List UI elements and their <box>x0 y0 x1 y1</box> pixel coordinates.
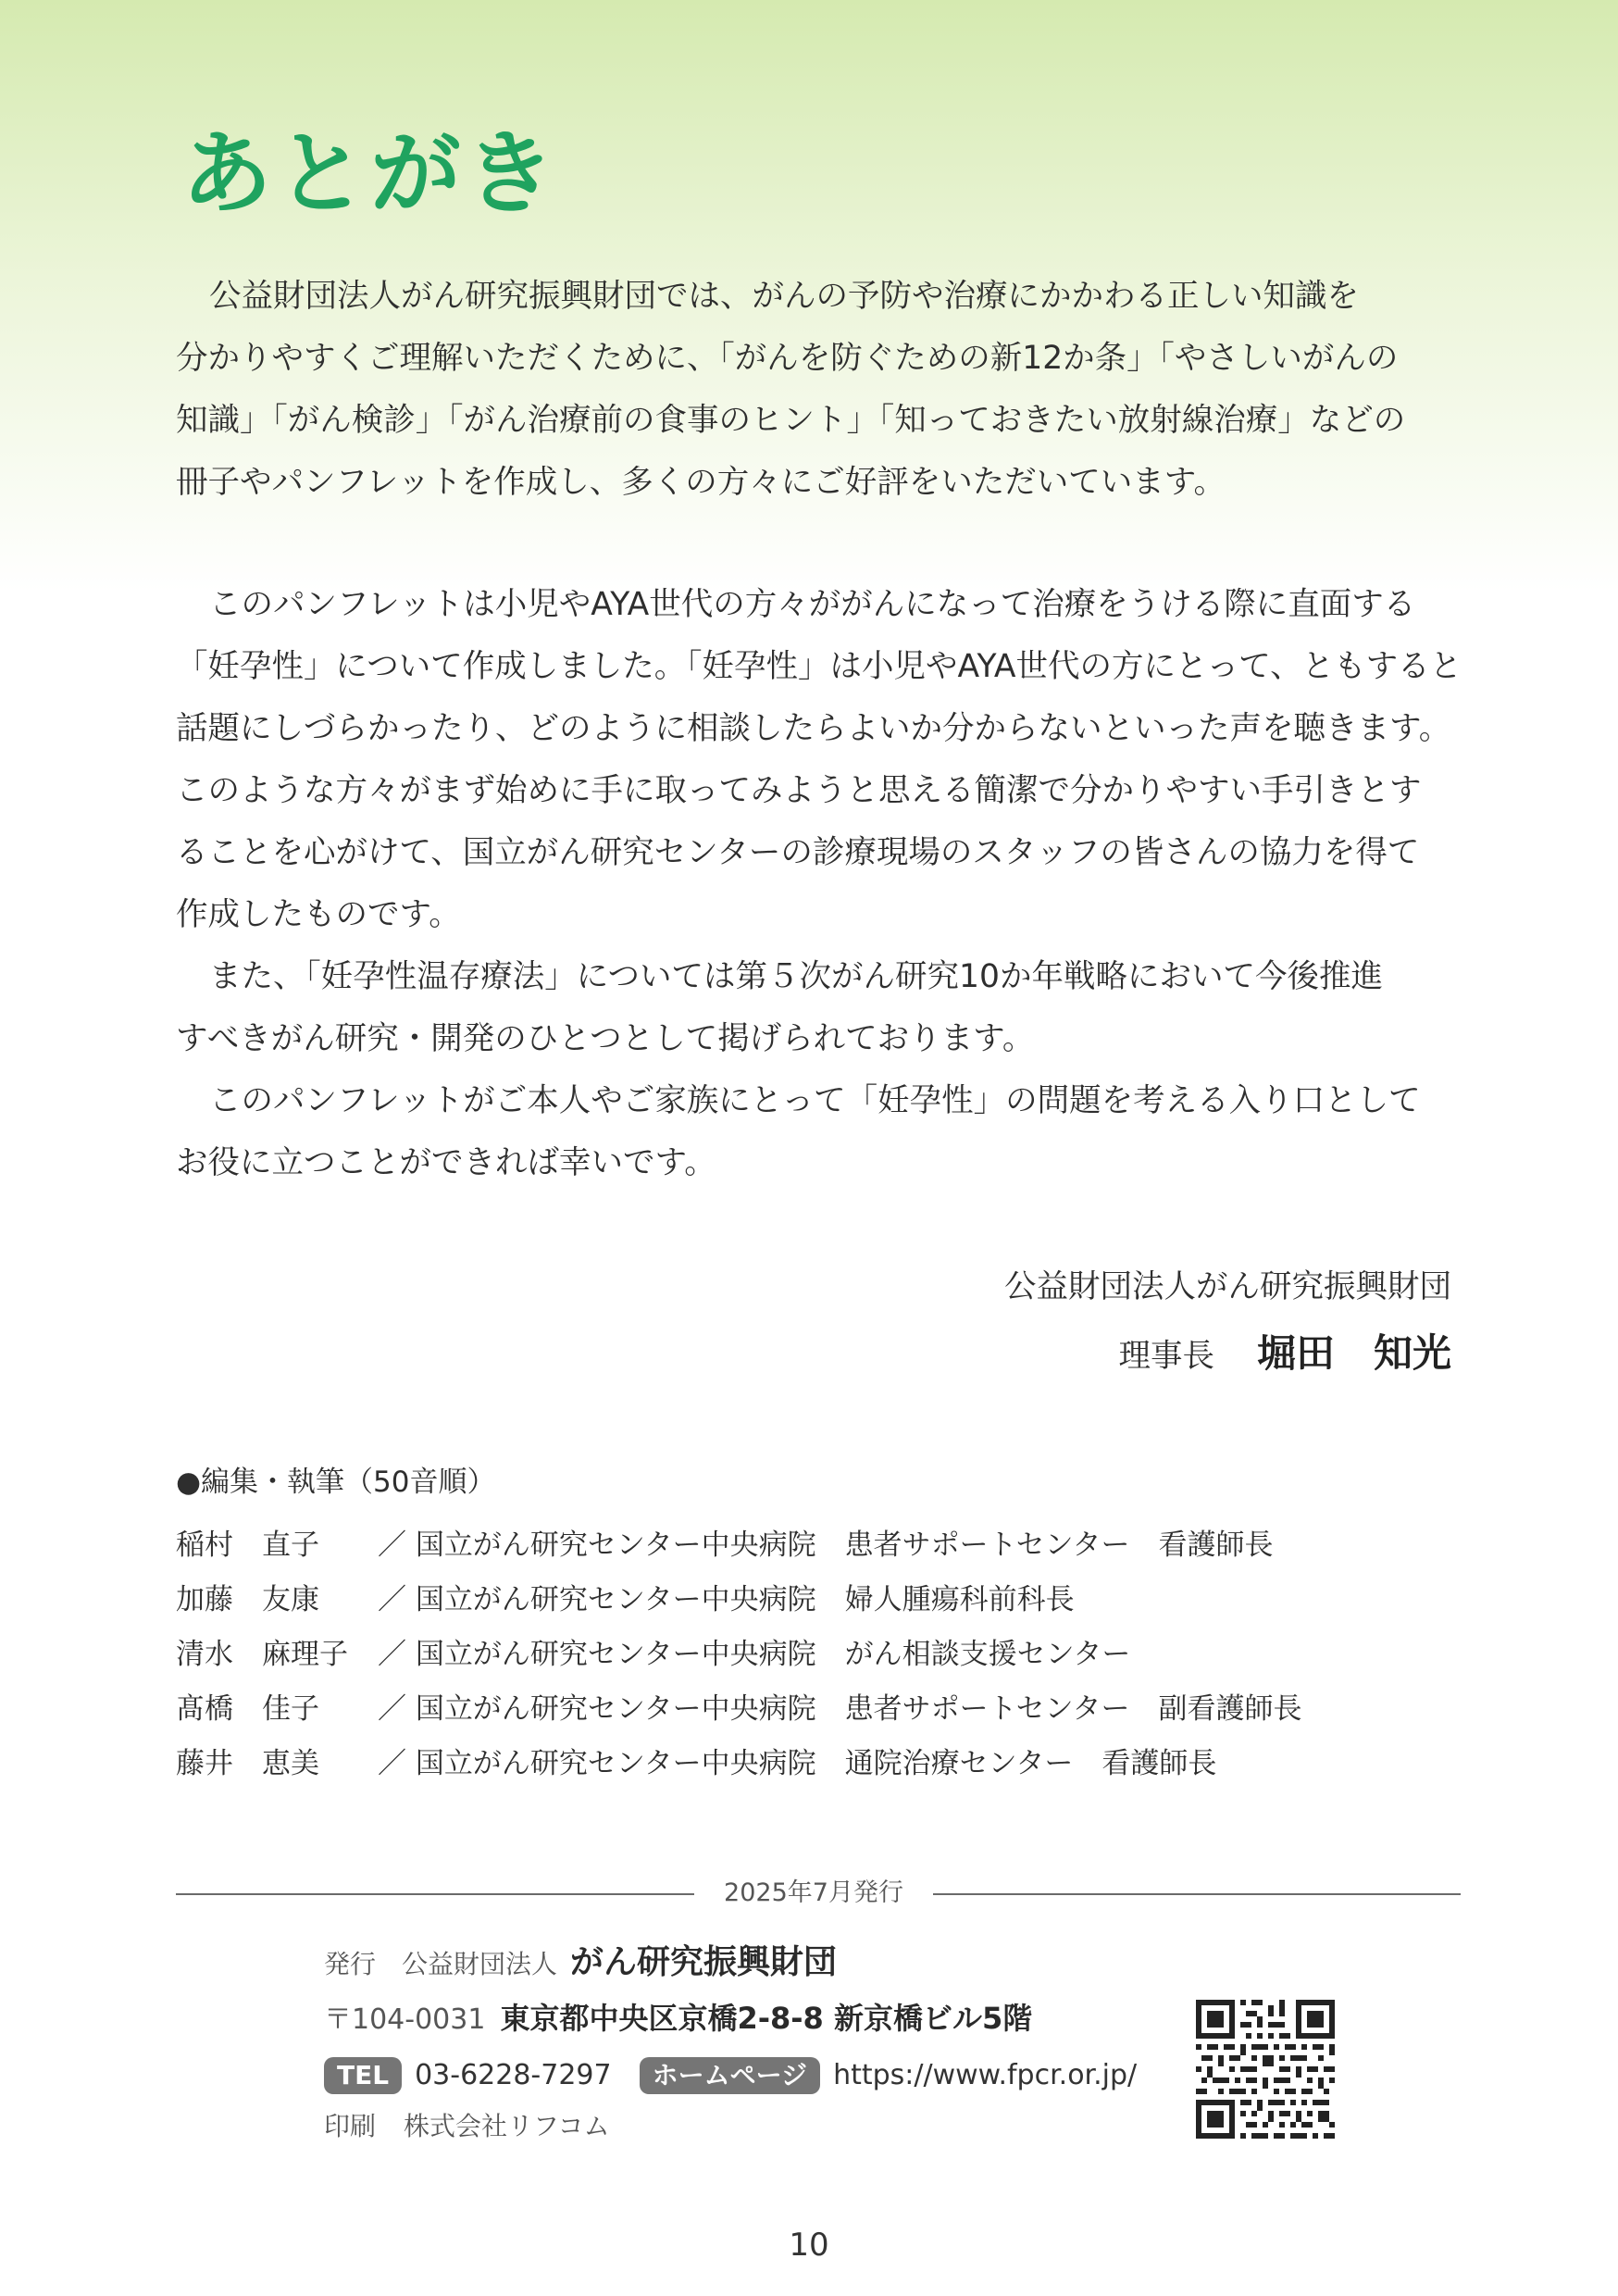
homepage-badge: ホームページ <box>640 2057 820 2094</box>
editor-affiliation: ／ 国立がん研究センター中央病院 がん相談支援センター <box>378 1638 1131 1671</box>
printer-line <box>324 2102 610 2152</box>
publisher-label: 発行 <box>324 1949 377 1979</box>
text-line: このパンフレットは小児やAYA世代の方々ががんになって治療をうける際に直面する <box>209 586 1416 623</box>
intro-paragraph <box>176 266 1453 514</box>
qr-code-icon[interactable] <box>1196 2000 1335 2139</box>
text-line: また、「妊孕性温存療法」については第５次がん研究10か年戦略において今後推進 <box>209 958 1383 995</box>
signature-title: 理事長 <box>1118 1338 1214 1375</box>
page-number: 10 <box>789 2227 829 2264</box>
divider <box>176 1893 694 1895</box>
printer-label: 印刷 <box>324 2111 377 2141</box>
printer-name: 株式会社リフコム <box>404 2111 610 2141</box>
editor-name: 加藤 友康 <box>176 1583 319 1616</box>
editor-name: 藤井 恵美 <box>176 1747 319 1780</box>
list-item <box>176 1573 1301 1628</box>
editor-affiliation: ／ 国立がん研究センター中央病院 患者サポートセンター 副看護師長 <box>378 1692 1302 1726</box>
main-paragraph <box>176 574 1462 1194</box>
editor-affiliation: ／ 国立がん研究センター中央病院 通院治療センター 看護師長 <box>378 1747 1217 1780</box>
homepage-link[interactable]: https://www.fpcr.or.jp/ <box>833 2059 1138 2091</box>
text-line: 公益財団法人がん研究振興財団では、がんの予防や治療にかかわる正しい知識を <box>209 278 1359 315</box>
text-line: ることを心がけて、国立がん研究センターの診療現場のスタッフの皆さんの協力を得て <box>176 834 1420 871</box>
text-line: 分かりやすくご理解いただくために、「がんを防ぐための新12か条」「やさしいがんの <box>176 340 1399 377</box>
divider <box>933 1893 1461 1895</box>
text-line: 知識」「がん検診」「がん治療前の食事のヒント」「知っておきたい放射線治療」などの <box>176 402 1406 439</box>
signature-line <box>1118 1324 1451 1386</box>
tel-badge: TEL <box>324 2057 402 2094</box>
text-line: 作成したものです。 <box>176 896 461 933</box>
address: 東京都中央区京橋2-8-8 新京橋ビル5階 <box>500 2001 1033 2036</box>
tel-number: 03-6228-7297 <box>415 2059 612 2091</box>
list-item <box>176 1628 1301 1682</box>
text-line: 「妊孕性」について作成しました。「妊孕性」は小児やAYA世代の方にとって、ともすると <box>176 648 1462 685</box>
editor-name: 髙橋 佳子 <box>176 1692 319 1726</box>
page-title: あとがき <box>181 121 560 227</box>
signature-name: 堀田 知光 <box>1256 1330 1451 1376</box>
editors-heading: ●編集・執筆（50音順） <box>176 1466 496 1499</box>
editor-affiliation: ／ 国立がん研究センター中央病院 婦人腫瘍科前科長 <box>378 1583 1075 1616</box>
address-line <box>324 1993 1032 2045</box>
publisher-name: がん研究振興財団 <box>570 1943 838 1981</box>
editor-affiliation: ／ 国立がん研究センター中央病院 患者サポートセンター 看護師長 <box>378 1529 1274 1562</box>
list-item <box>176 1682 1301 1737</box>
contact-line <box>324 2051 1137 2101</box>
publication-date: 2025年7月発行 <box>724 1878 903 1907</box>
text-line: 冊子やパンフレットを作成し、多くの方々にご好評をいただいています。 <box>176 464 1226 501</box>
editor-name: 稲村 直子 <box>176 1529 319 1562</box>
publisher-line <box>324 1938 837 1990</box>
text-line: このような方々がまず始めに手に取ってみようと思える簡潔で分かりやすい手引きとす <box>176 772 1422 809</box>
list-item <box>176 1737 1301 1791</box>
signature-organization: 公益財団法人がん研究振興財団 <box>1004 1268 1451 1305</box>
list-item <box>176 1518 1301 1573</box>
publisher-prefix: 公益財団法人 <box>402 1949 558 1979</box>
text-line: このパンフレットがご本人やご家族にとって「妊孕性」の問題を考える入り口として <box>209 1082 1421 1119</box>
postal-code: 〒104-0031 <box>324 2003 486 2036</box>
text-line: お役に立つことができれば幸いです。 <box>176 1144 716 1181</box>
text-line: すべきがん研究・開発のひとつとして掲げられております。 <box>176 1020 1035 1057</box>
text-line: 話題にしづらかったり、どのように相談したらよいか分からないといった声を聴きます。 <box>176 710 1451 747</box>
editors-list <box>176 1518 1301 1791</box>
editor-name: 清水 麻理子 <box>176 1638 348 1671</box>
